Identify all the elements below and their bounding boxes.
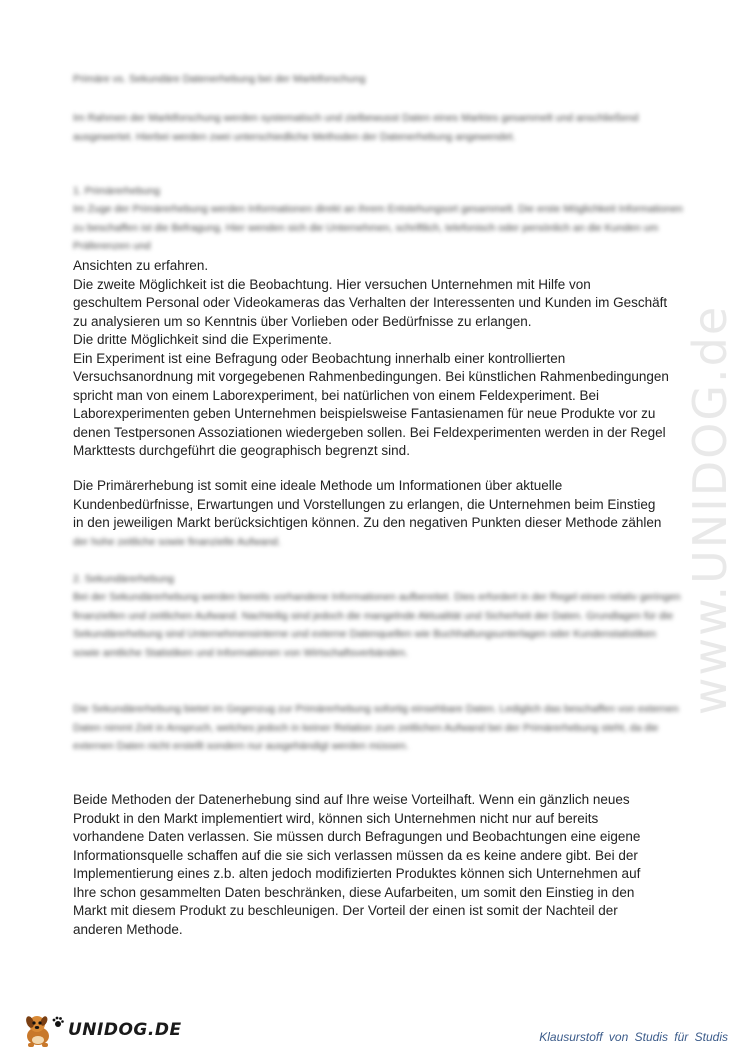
dog-icon — [22, 1012, 54, 1048]
section2-paragraph-2: Die Sekundärerhebung bietet im Gegenzug zur Primärerhebung sofortig einsehbare Daten. Lediglich das beschaffen von externen Daten nimmt Zeit in Anspruch, welches jedoch in keiner Relation zum zeitlichen Aufwand bei der Primärerhebung steht, da die externen Daten nicht erstellt sondern nur ausgehändigt werden müssen. — [73, 703, 679, 753]
footer-tagline: Klausurstoff von Studis für Studis — [539, 1030, 728, 1044]
text-line: Ein Experiment ist eine Befragung oder Beobachtung innerhalb einer kontrollierten — [73, 350, 566, 366]
text-line: Implementierung eines z.b. alten jedoch modifizierten Produktes können sich Unternehmen auf — [73, 866, 641, 881]
section2-heading: 2. Sekundärerhebung — [73, 573, 174, 585]
text-line: vorhandene Daten verlassen. Sie müssen durch Befragungen und Beobachtungen eine eigene — [73, 829, 641, 844]
section1-conclusion-blurred: der hohe zeitliche sowie finanzielle Aufwand. — [73, 536, 281, 548]
text-line: anderen Methode. — [73, 921, 183, 937]
text-line: Produkt in den Markt implementiert wird, können sich Unternehmen nicht nur auf bereits — [73, 810, 599, 826]
logo-text: UNIDOG.DE — [68, 1020, 182, 1040]
text-line: Ihre schon gesammelten Daten beschränken, diese Aufarbeiten, um somit den Einstieg in den — [73, 884, 635, 900]
text-line: Markt mit diesem Produkt zu beschleunigen. Der Vorteil der einen ist somit der Nachteil der — [73, 903, 618, 918]
text-line: spricht man von einem Laborexperiment, bei natürlichen von einem Feldexperiment. Bei — [73, 387, 600, 403]
section2-paragraph-1: Bei der Sekundärerhebung werden bereits vorhandene Informationen aufbereitet. Dies erfordert in der Regel einen relativ geringen finanziellen und zeitlichen Aufwand. Nachteilig sind jedoch die mangelnde Aktualität und Sicherheit der Daten. Grundlagen für die Sekundärerhebung sind Unternehmensinterne und externe Datenquellen wie Buchhaltungsunterlagen oder Kundenstatistiken sowie amtliche Statistiken und Informationen von Wirtschaftsverbänden. — [73, 591, 681, 659]
document-title: Primäre vs. Sekundäre Datenerhebung bei der Marktforschung — [73, 73, 366, 85]
text-line: Versuchsanordnung mit vorgegebenen Rahmenbedingungen. Bei künstlichen Rahmenbedingungen — [73, 369, 669, 384]
text-line: in den jeweiligen Markt berücksichtigen können. Zu den negativen Punkten dieser Methode zählen — [73, 515, 662, 530]
text-line: Die zweite Möglichkeit ist die Beobachtung. Hier versuchen Unternehmen mit Hilfe von — [73, 276, 591, 292]
intro-paragraph: Im Rahmen der Marktforschung werden systematisch und zielbewusst Daten eines Marktes gesammelt und anschließend ausgewertet. Hierbei werden zwei unterschiedliche Methoden der Datenerhebung angewendet. — [73, 112, 639, 143]
text-line: Markttests durchgeführt die geographisch begrenzt sind. — [73, 443, 410, 458]
text-line: Die Primärerhebung ist somit eine ideale Methode um Informationen über aktuelle — [73, 478, 563, 493]
section1-blurred-text: Im Zuge der Primärerhebung werden Informationen direkt an ihrem Entstehungsort gesammelt. Die erste Möglichkeit Informationen zu beschaffen ist die Befragung. Hier wenden sich die Unternehmen, schriftlich, telefonisch oder persönlich an die Kunden um Präferenzen und — [73, 203, 683, 253]
text-line: Die dritte Möglichkeit sind die Experimente. — [73, 332, 332, 347]
text-line: Informationsquelle schaffen auf die sie sich verlassen müssen da es keine andere gibt. Bei der — [73, 847, 638, 863]
text-line: Kundenbedürfnisse, Erwartungen und Vorstellungen zu erlangen, die Unternehmen beim Einstieg — [73, 496, 656, 512]
paw-icon — [52, 1016, 64, 1028]
section1-body — [73, 257, 683, 461]
text-line: geschultem Personal oder Videokameras das Verhalten der Interessenten und Kunden im Geschäft — [73, 295, 668, 310]
unidog-logo[interactable] — [22, 1012, 182, 1048]
section1-heading: 1. Primärerhebung — [73, 185, 160, 197]
watermark-text: www.UNIDOG.de — [683, 304, 737, 716]
text-line: Ansichten zu erfahren. — [73, 258, 209, 273]
text-line: zu analysieren um so Kenntnis über Vorlieben oder Bedürfnisse zu erlangen. — [73, 313, 532, 329]
text-line: Beide Methoden der Datenerhebung sind auf Ihre weise Vorteilhaft. Wenn ein gänzlich neues — [73, 792, 630, 807]
final-paragraph — [73, 791, 683, 939]
text-line: denen Testpersonen Assoziationen wiedergeben sollen. Bei Feldexperimenten werden in der Regel — [73, 424, 666, 440]
text-line: Laborexperimenten geben Unternehmen beispielsweise Fantasienamen für neue Produkte vor zu — [73, 406, 656, 421]
section1-conclusion — [73, 477, 683, 533]
